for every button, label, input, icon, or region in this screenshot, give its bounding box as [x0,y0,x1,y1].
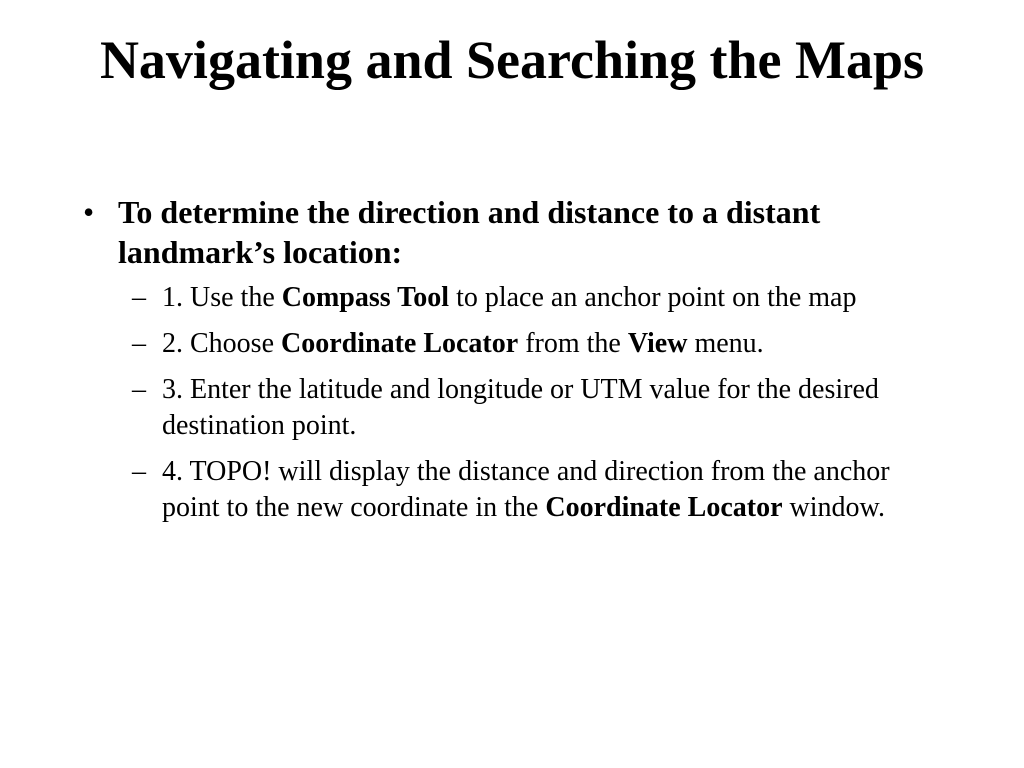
step-text [162,456,890,523]
step-emphasis: Coordinate Locator [545,492,783,523]
step-emphasis: Compass Tool [281,282,450,313]
step-item [80,454,950,526]
step-run: 3. Enter the latitude and longitude or UTM value for the desired destination point. [162,374,879,441]
step-run: from the [518,328,628,359]
main-bullet [80,192,950,272]
step-run: 2. Choose [162,328,281,359]
dash-icon: – [132,456,146,487]
steps-list [80,280,950,526]
step-item [80,326,950,362]
step-run: 4. TOPO! will display the distance and direction from the anchor point to the new coordinate in the [162,456,890,523]
step-text [162,282,856,313]
step-run: window. [782,492,885,523]
dash-icon: – [132,282,146,313]
slide-title: Navigating and Searching the Maps [99,30,925,90]
dash-icon: – [132,328,146,359]
step-run: to place an anchor point on the map [449,282,857,313]
step-text [162,328,764,359]
step-text [162,374,879,441]
slide-content [80,192,950,536]
bullet-dot-icon: • [83,194,95,230]
step-run: 1. Use the [162,282,282,313]
main-bullet-text: To determine the direction and distance to a distant landmark’s location: [118,194,821,270]
step-emphasis: View [627,328,688,359]
dash-icon: – [132,374,146,405]
step-emphasis: Coordinate Locator [281,328,519,359]
step-run: menu. [687,328,764,359]
step-item [80,372,950,444]
step-item [80,280,950,316]
